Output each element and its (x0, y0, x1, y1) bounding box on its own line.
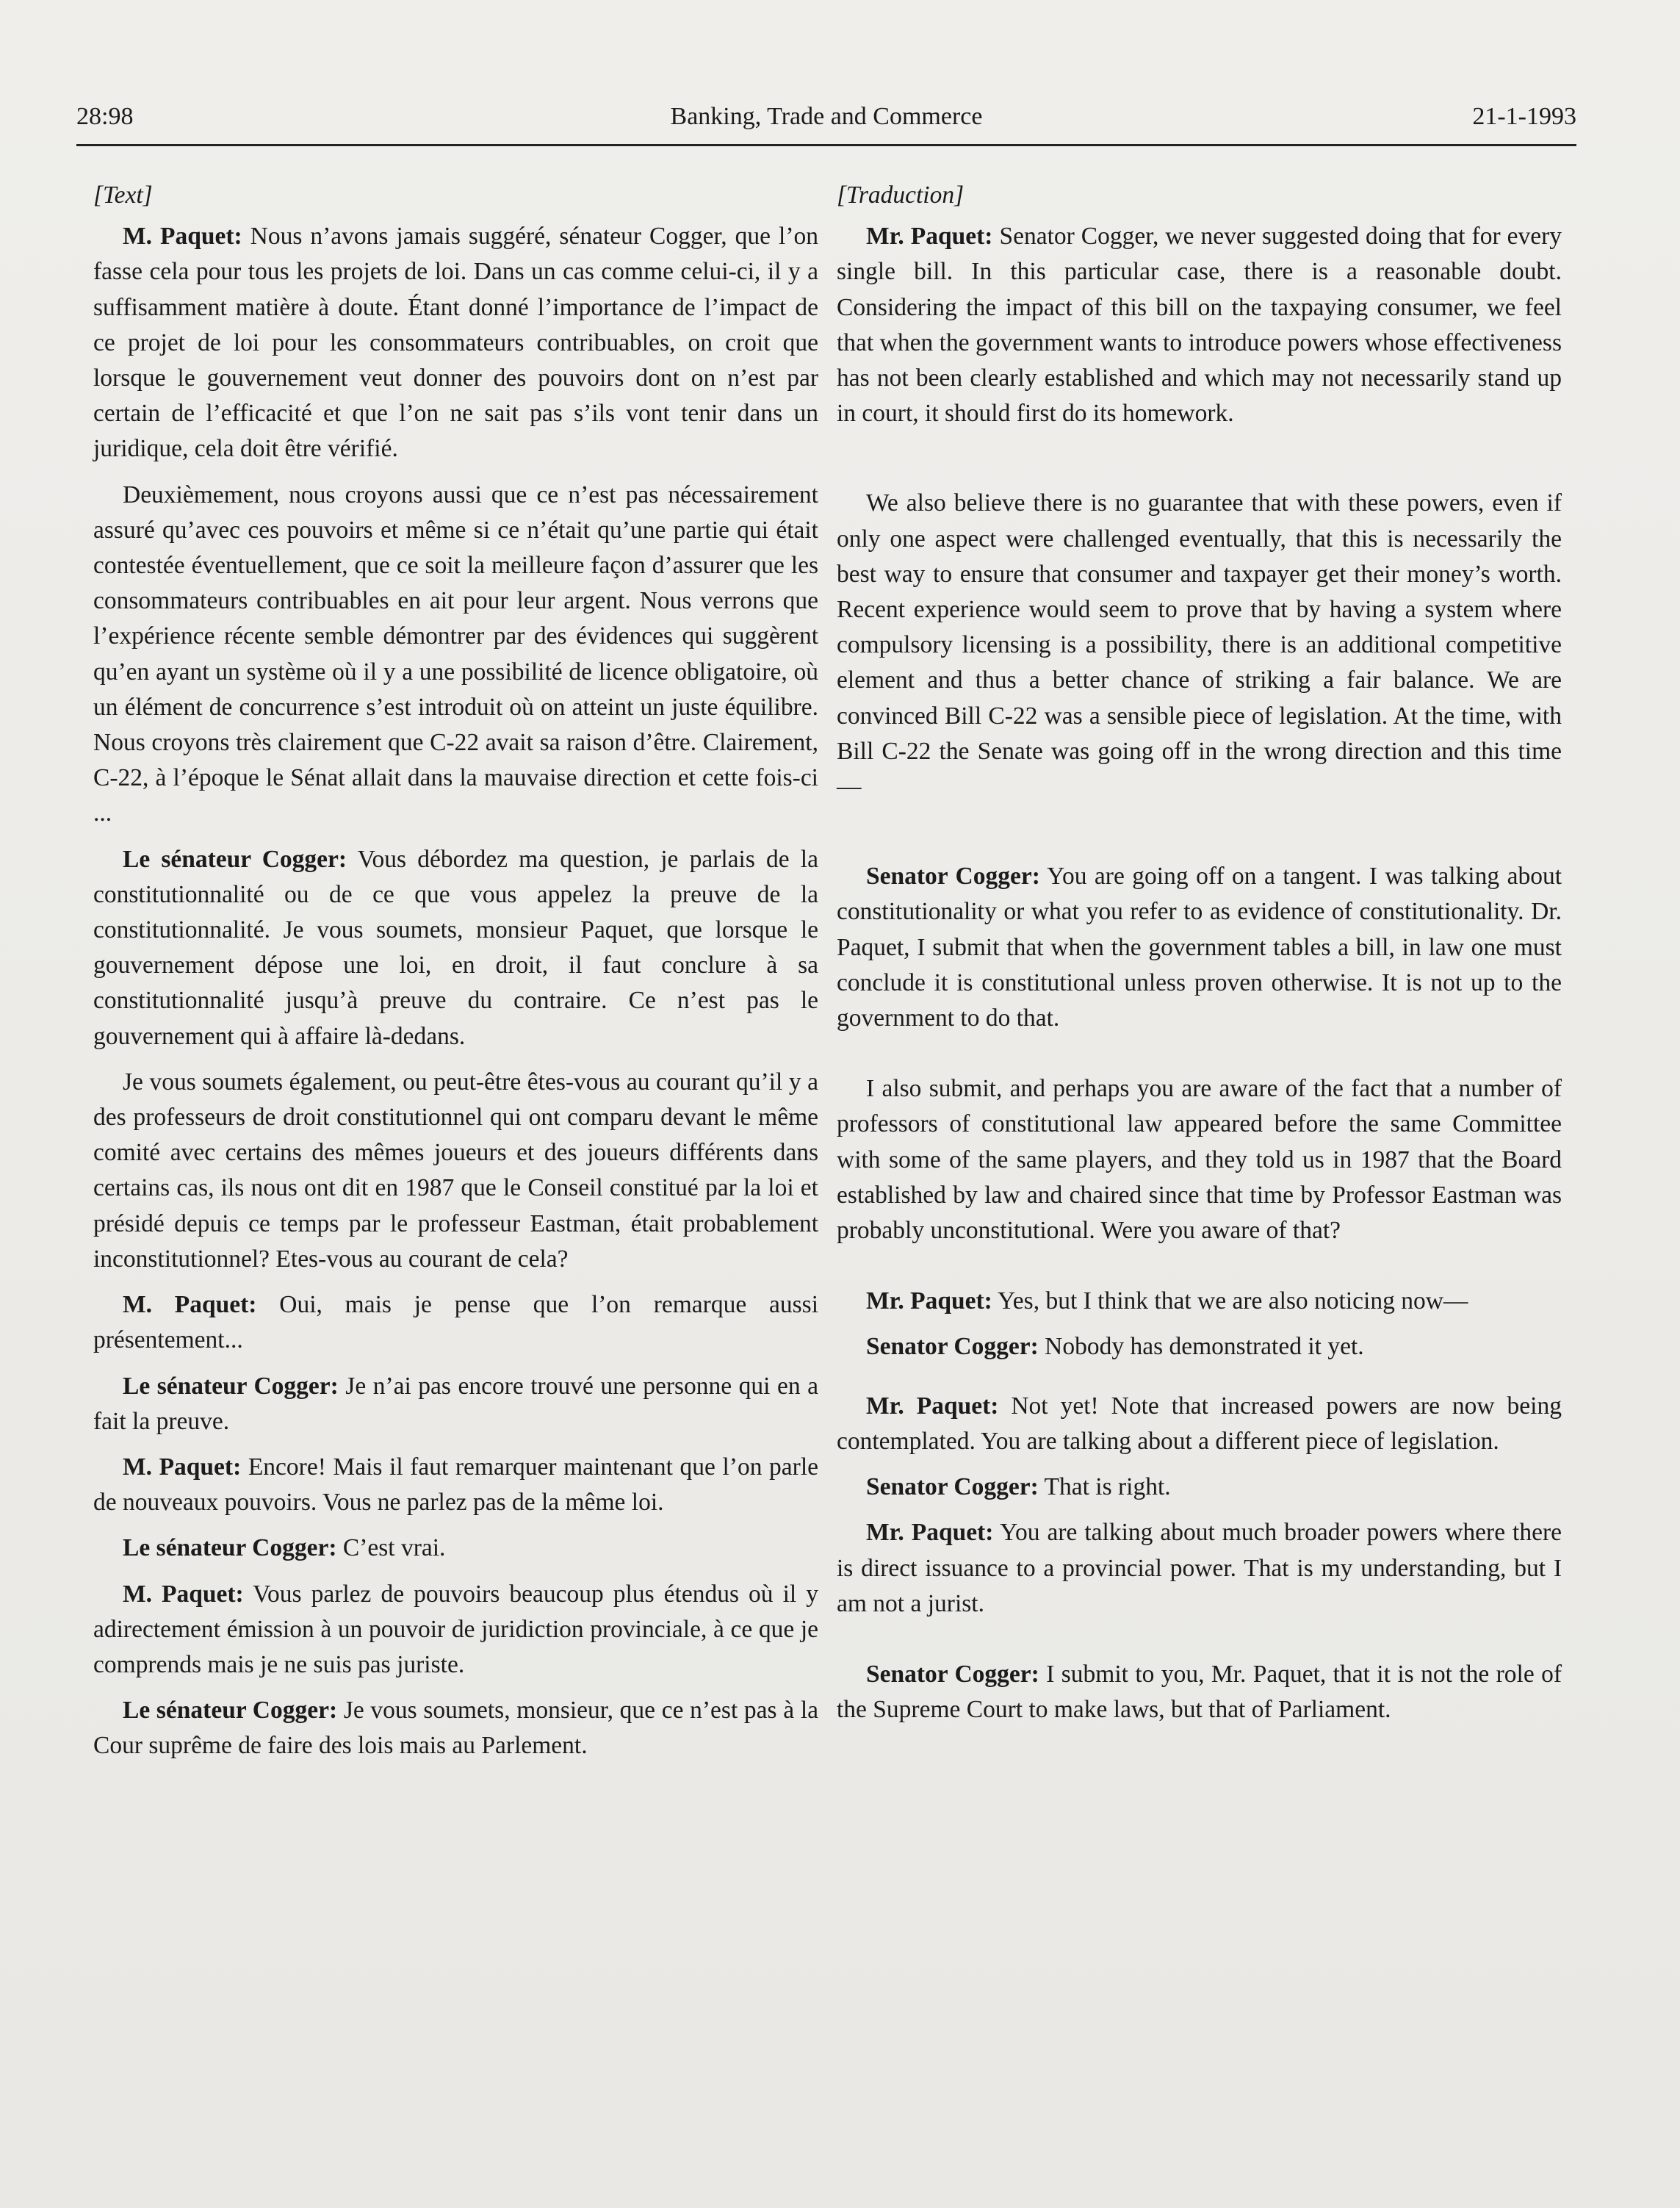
page-number: 28:98 (76, 103, 134, 130)
column-tag: [Traduction] (837, 181, 965, 209)
paragraph-text: Je vous soumets également, ou peut-être êtes-vous au courant qu’il y a des professeurs de droit constitutionnel qui ont comparu devant le même comité avec certains des mêmes joueurs et des joueurs différents dans certains cas, ils nous ont dit en 1987 que le Conseil constitué par la loi et présidé depuis ce temps par le professeur Eastman, était probablement inconstitutionnel? Etes-vous au courant de cela? (93, 1068, 818, 1273)
speaker-name: Le sénateur Cogger: (123, 1372, 339, 1400)
speaker-name: M. Paquet: (123, 1453, 242, 1481)
paragraph (837, 486, 1562, 805)
paragraph (837, 859, 1562, 1036)
paragraph (837, 1657, 1562, 1727)
paragraph (93, 1287, 818, 1358)
paragraph-text: Oui, mais je pense que l’on remarque aussi présentement... (93, 1291, 818, 1354)
page-date: 21-1-1993 (1472, 103, 1576, 130)
paragraph-text: Nobody has demonstrated it yet. (1038, 1333, 1364, 1361)
speaker-name: M. Paquet: (123, 1291, 257, 1319)
speaker-name: Senator Cogger: (866, 1660, 1039, 1688)
paragraph (93, 1577, 818, 1683)
header-rule (76, 144, 1576, 146)
speaker-name: M. Paquet: (123, 223, 242, 251)
paragraph-text: That is right. (1038, 1473, 1171, 1501)
paragraph-text: Je vous soumets, monsieur, que ce n’est pas à la Cour suprême de faire des lois mais au Parlement. (93, 1697, 819, 1760)
paragraph-text: Vous débordez ma question, je parlais de la constitutionnalité ou de ce que vous appelez la preuve de la constitutionnalité. Je vous soumets, monsieur Paquet, que lorsque le gouvernement dépose une loi, en droit, il faut conclure à sa constitutionnalité jusqu’à preuve du contraire. Ce n’est pas le gouvernement qui à affaire là-dedans. (93, 845, 818, 1050)
paragraph-text: C’est vrai. (336, 1534, 446, 1562)
paragraph (837, 1389, 1562, 1459)
speaker-name: Mr. Paquet: (866, 1392, 999, 1420)
paragraph (837, 1071, 1562, 1248)
paragraph-text: Deuxièmement, nous croyons aussi que ce n’est pas nécessairement assuré qu’avec ces pouvoirs et même si ce n’était qu’une partie qui était contestée éventuellement, que ce soit la meilleure façon d’assurer que les consommateurs contribuables en ait pour leur argent. Nous verrons que l’expérience récente semble démontrer par des évidences qui suggèrent qu’en ayant un système où il y a une possibilité de licence obligatoire, où un élément de concurrence s’est introduit où on atteint un juste équilibre. Nous croyons très clairement que C-22 avait sa raison d’être. Clairement, C-22, à l’époque le Sénat allait dans la mauvaise direction et cette fois-ci ... (93, 481, 818, 827)
speaker-name: Le sénateur Cogger: (123, 1534, 337, 1562)
paragraph-text: Encore! Mais il faut remarquer maintenant que l’on parle de nouveaux pouvoirs. Vous ne parlez pas de la même loi. (93, 1453, 818, 1517)
paragraph (837, 1329, 1562, 1364)
paragraph-text: Yes, but I think that we are also noticing now— (992, 1287, 1468, 1315)
speaker-name: Mr. Paquet: (866, 1519, 994, 1547)
speaker-name: Senator Cogger: (866, 1473, 1039, 1501)
paragraph-text: You are talking about much broader powers where there is direct issuance to a provincial power. That is my understanding, but I am not a jurist. (837, 1519, 1562, 1617)
speaker-name: Mr. Paquet: (866, 1287, 992, 1315)
paragraph (837, 1470, 1562, 1505)
speaker-name: Le sénateur Cogger: (123, 1697, 338, 1725)
speaker-name: Senator Cogger: (866, 863, 1040, 891)
paragraph-text: Je n’ai pas encore trouvé une personne qui en a fait la preuve. (93, 1372, 818, 1435)
speaker-name: Senator Cogger: (866, 1333, 1039, 1361)
paragraph-text: We also believe there is no guarantee that with these powers, even if only one aspect were challenged eventually, that this is necessarily the best way to ensure that consumer and taxpayer get their money’s worth. Recent experience would seem to prove that by having a system where compulsory licensing is a possibility, there is an additional competitive element and thus a better chance of striking a fair balance. We are convinced Bill C-22 was a sensible piece of legislation. At the time, with Bill C-22 the Senate was going off in the wrong direction and this time — (837, 489, 1562, 801)
column-tag: [Text] (93, 181, 153, 209)
paragraph-text: Senator Cogger, we never suggested doing that for every single bill. In this particular case, there is a reasonable doubt. Considering the impact of this bill on the taxpaying consumer, we feel that when the government wants to introduce powers whose effectiveness has not been clearly established and which may not necessarily stand up in court, it should first do its homework. (837, 223, 1562, 428)
paragraph-text: Not yet! Note that increased powers are now being contemplated. You are talking about a different piece of legislation. (837, 1392, 1562, 1455)
paragraph-text: I submit to you, Mr. Paquet, that it is not the role of the Supreme Court to make laws, but that of Parliament. (837, 1660, 1562, 1724)
french-column (93, 178, 818, 1774)
paragraph (837, 1284, 1562, 1319)
speaker-name: M. Paquet: (123, 1580, 244, 1608)
paragraph (93, 1369, 818, 1439)
english-column (837, 178, 1562, 1738)
paragraph (93, 219, 818, 467)
running-title: Banking, Trade and Commerce (670, 103, 983, 130)
speaker-name: Le sénateur Cogger: (123, 845, 347, 873)
paragraph (93, 1531, 818, 1566)
paragraph (837, 1515, 1562, 1622)
paragraph (93, 1065, 818, 1277)
paragraph-text: You are going off on a tangent. I was talking about constitutionality or what you refer to as evidence of constitutionality. Dr. Paquet, I submit that when the government tables a bill, in law one must conclude it is constitutional unless proven otherwise. It is not up to the government to do that. (837, 863, 1562, 1032)
paragraph (93, 478, 818, 832)
paragraph (93, 842, 818, 1054)
paragraph (93, 1450, 818, 1520)
paragraph (93, 1693, 818, 1763)
paragraph (837, 219, 1562, 431)
paragraph-text: Vous parlez de pouvoirs beaucoup plus étendus où il y adirectement émission à un pouvoir de juridiction provinciale, à ce que je comprends mais je ne suis pas juriste. (93, 1580, 818, 1678)
paragraph-text: I also submit, and perhaps you are aware of the fact that a number of professors of constitutional law appeared before the same Committee with some of the same players, and they told us in 1987 that the Board established by law and chaired since that time by Professor Eastman was probably unconstitutional. Were you aware of that? (837, 1075, 1562, 1245)
speaker-name: Mr. Paquet: (866, 223, 993, 251)
page-header (76, 103, 1576, 144)
paragraph-text: Nous n’avons jamais suggéré, sénateur Cogger, que l’on fasse cela pour tous les projets de loi. Dans un cas comme celui-ci, il y a suffisamment matière à doute. Étant donné l’importance de l’impact de ce projet de loi pour les consommateurs contribuables, on croit que lorsque le gouvernement veut donner des pouvoirs dont on n’est par certain de l’efficacité et que l’on ne sait pas s’ils vont tenir dans un juridique, cela doit être vérifié. (93, 223, 818, 463)
